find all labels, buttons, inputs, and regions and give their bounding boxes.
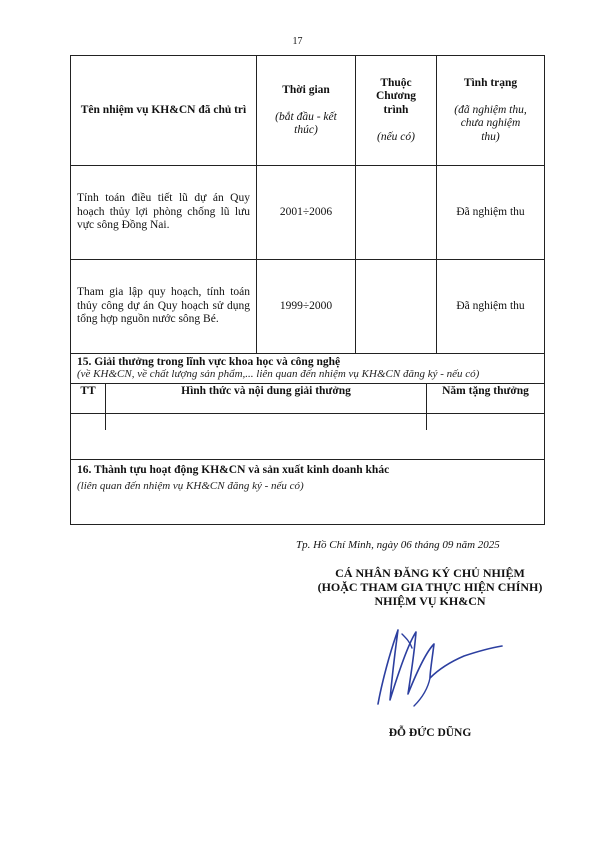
section-16-achievements	[70, 459, 545, 525]
row-time: 2001÷2006	[257, 166, 356, 260]
awards-header-row	[71, 384, 544, 414]
table-row	[71, 166, 545, 260]
section-16-note: (liên quan đến nhiệm vụ KH&CN đăng ký - nếu có)	[77, 480, 304, 492]
awards-table	[71, 383, 544, 430]
header-program: Thuộc Chương trình (nếu có)	[356, 56, 437, 166]
row-task: Tham gia lập quy hoạch, tính toán thủy công dự án Quy hoạch sử dụng tổng hợp nguồn nước sông Bé.	[71, 260, 257, 354]
projects-table	[70, 55, 545, 354]
section-16-title: 16. Thành tựu hoạt động KH&CN và sản xuất kinh doanh khác	[77, 464, 390, 476]
signer-role-line3: NHIỆM VỤ KH&CN	[374, 594, 486, 608]
section-15-title: 15. Giải thưởng trong lĩnh vực khoa học và công nghệ	[77, 356, 341, 368]
row-time: 1999÷2000	[257, 260, 356, 354]
date-line: Tp. Hồ Chí Minh, ngày 06 tháng 09 năm 2025	[296, 539, 500, 551]
row-program	[356, 260, 437, 354]
table-row	[71, 260, 545, 354]
header-status-note: (đã nghiệm thu, chưa nghiệm thu)	[454, 103, 527, 143]
header-time: Thời gian (bắt đầu - kết thúc)	[257, 56, 356, 166]
header-task-name: Tên nhiệm vụ KH&CN đã chủ trì	[71, 56, 257, 166]
handwritten-signature	[368, 622, 508, 714]
signer-role-line2: (HOẶC THAM GIA THỰC HIỆN CHÍNH)	[317, 580, 543, 594]
table-header-row	[71, 56, 545, 166]
awards-empty-row	[71, 414, 544, 430]
awards-col-year: Năm tặng thưởng	[427, 384, 545, 414]
row-status: Đã nghiệm thu	[437, 260, 545, 354]
header-status: Tình trạng (đã nghiệm thu, chưa nghiệm thu)	[437, 56, 545, 166]
awards-col-tt: TT	[71, 384, 106, 414]
row-status: Đã nghiệm thu	[437, 166, 545, 260]
signer-name: ĐỖ ĐỨC DŨNG	[388, 727, 472, 739]
header-program-note: (nếu có)	[377, 130, 415, 143]
header-time-note: (bắt đầu - kết thúc)	[275, 110, 337, 136]
page-number: 17	[292, 36, 303, 47]
row-task: Tính toán điều tiết lũ dự án Quy hoạch thủy lợi phòng chống lũ lưu vực sông Đồng Nai.	[71, 166, 257, 260]
signer-role-line1: CÁ NHÂN ĐĂNG KÝ CHỦ NHIỆM	[335, 566, 525, 580]
awards-empty-cell	[427, 414, 545, 430]
section-15-awards	[70, 353, 545, 460]
awards-empty-cell	[106, 414, 427, 430]
section-15-note: (về KH&CN, về chất lượng sản phẩm,... liên quan đến nhiệm vụ KH&CN đăng ký - nếu có)	[77, 368, 480, 380]
row-program	[356, 166, 437, 260]
signer-role	[300, 566, 560, 608]
awards-empty-cell	[71, 414, 106, 430]
awards-col-content: Hình thức và nội dung giải thưởng	[106, 384, 427, 414]
